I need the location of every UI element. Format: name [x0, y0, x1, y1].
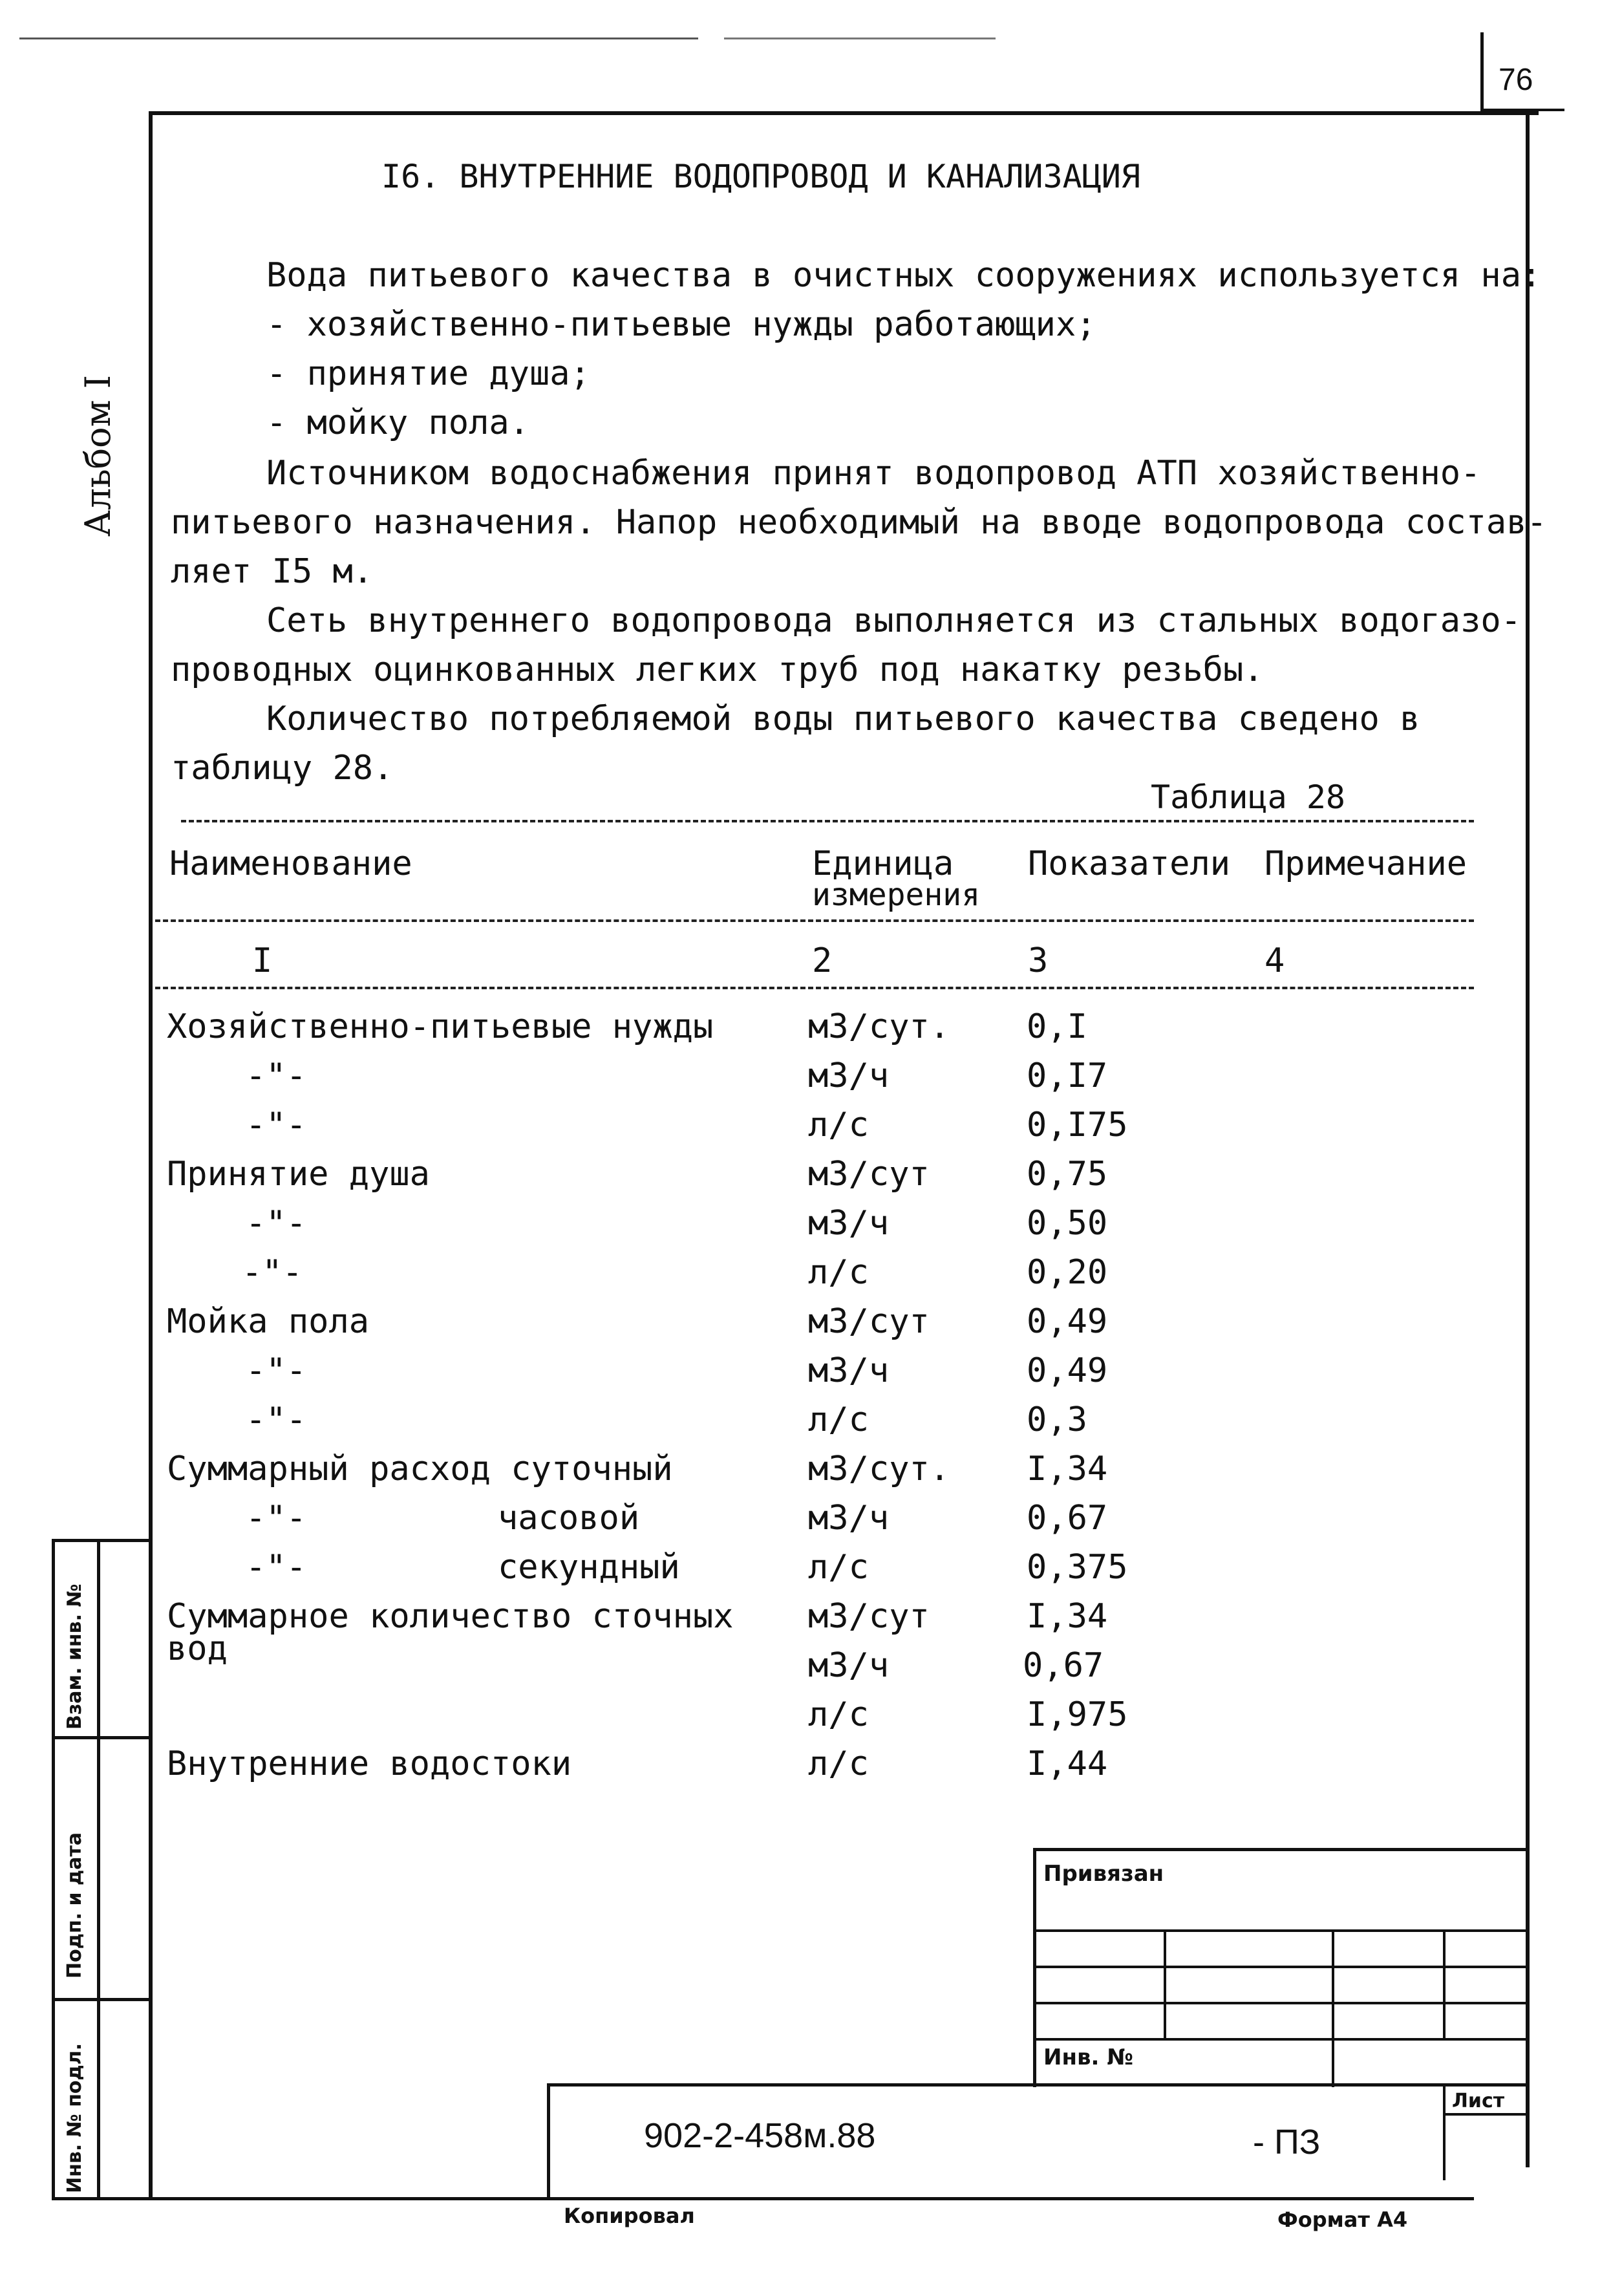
top-margin-line: [19, 38, 698, 39]
table-row-value: 0,20: [1027, 1253, 1108, 1292]
page-number-divider: [1480, 32, 1484, 113]
table-row-value: I,34: [1027, 1450, 1108, 1488]
table-row-unit: л/с: [808, 1548, 869, 1587]
column-number-1: I: [252, 941, 273, 980]
column-number-4: 4: [1264, 941, 1285, 980]
header-note: Примечание: [1264, 844, 1467, 883]
table-caption: Таблица 28: [1151, 778, 1346, 816]
table-row-unit: м3/сут: [808, 1597, 930, 1636]
titleblock-privyazan: Привязан: [1043, 1861, 1164, 1887]
table-top-rule: [181, 820, 1474, 822]
table-row-value: 0,50: [1027, 1204, 1108, 1243]
table-row-value: 0,I: [1027, 1007, 1087, 1046]
body-line-4: - мойку пола.: [266, 403, 529, 442]
titleblock-doc-code: 902-2-458м.88: [644, 2116, 876, 2155]
titleblock-col-3: [1443, 1929, 1446, 2038]
table-row-unit: м3/ч: [808, 1646, 890, 1685]
titleblock-top: [1033, 1848, 1530, 1851]
table-row-name: Хозяйственно-питьевые нужды: [167, 1007, 714, 1046]
table-row-value: I,34: [1027, 1597, 1108, 1636]
titleblock-list-left: [1443, 2083, 1446, 2180]
column-number-3: 3: [1028, 941, 1049, 980]
header-bottom-rule: [155, 919, 1474, 922]
table-row-name: Мойка пола: [167, 1302, 370, 1341]
table-row-subname: секундный: [498, 1548, 680, 1587]
side-stamp-div-1: [52, 1736, 149, 1739]
table-row-unit: л/с: [808, 1400, 869, 1439]
top-margin-line-2: [724, 38, 996, 39]
table-row-value: 0,67: [1023, 1646, 1104, 1685]
table-row-name: -"-: [246, 1351, 306, 1390]
table-row-value: 0,375: [1027, 1548, 1128, 1587]
frame-top: [149, 111, 1539, 115]
table-row-name: -"-: [246, 1548, 306, 1587]
body-line-11: таблицу 28.: [171, 749, 394, 788]
footer-copied: Копировал: [564, 2204, 695, 2228]
table-row-value: I,975: [1027, 1695, 1128, 1734]
table-row-name: -"-: [246, 1204, 306, 1243]
table-row-value: 0,I7: [1027, 1057, 1108, 1095]
header-unit-1: Единица: [812, 844, 954, 883]
numbers-bottom-rule: [155, 987, 1474, 989]
table-row-name: -"-: [246, 1400, 306, 1439]
titleblock-row-1: [1033, 1929, 1530, 1932]
table-row-unit: л/с: [808, 1106, 869, 1144]
column-number-2: 2: [812, 941, 833, 980]
table-row-value: 0,49: [1027, 1351, 1108, 1390]
side-stamp-vzam-inv: Взам. инв. №: [63, 1583, 86, 1730]
table-row-name: Суммарный расход суточный: [167, 1450, 673, 1488]
side-stamp-border-left: [52, 1539, 55, 2200]
table-row-name: Внутренние водостоки: [167, 1744, 572, 1783]
header-name: Наименование: [169, 844, 412, 883]
page-number: 76: [1499, 63, 1533, 97]
titleblock-main-top: [547, 2083, 1530, 2087]
titleblock-main-left: [547, 2083, 550, 2200]
body-line-10: Количество потребляемой воды питьевого качества сведено в: [266, 700, 1420, 738]
titleblock-inv-no: Инв. №: [1043, 2044, 1134, 2070]
table-row-name: вод: [167, 1629, 228, 1668]
body-line-6: питьевого назначения. Напор необходимый на вводе водопровода состав-: [171, 503, 1547, 542]
table-row-value: 0,49: [1027, 1302, 1108, 1341]
titleblock-doc-suffix: - ПЗ: [1253, 2123, 1321, 2162]
table-row-name: -"-: [246, 1499, 306, 1538]
body-line-7: ляет I5 м.: [171, 552, 374, 591]
side-stamp-inv-podl: Инв. № подл.: [63, 2043, 86, 2193]
table-row-unit: л/с: [808, 1744, 869, 1783]
table-row-unit: м3/ч: [808, 1057, 890, 1095]
table-row-unit: л/с: [808, 1695, 869, 1734]
titleblock-row-3: [1033, 2002, 1530, 2004]
body-line-3: - принятие душа;: [266, 354, 590, 393]
table-row-unit: м3/ч: [808, 1499, 890, 1538]
header-value: Показатели: [1028, 844, 1231, 883]
footer-format: Формат А4: [1277, 2207, 1408, 2232]
table-row-name: Суммарное количество сточных: [167, 1597, 734, 1636]
table-row-name: -"-: [246, 1106, 306, 1144]
table-row-value: 0,3: [1027, 1400, 1087, 1439]
table-row-unit: л/с: [808, 1253, 869, 1292]
body-line-8: Сеть внутреннего водопровода выполняется из стальных водогазо-: [266, 601, 1522, 640]
table-row-value: I,44: [1027, 1744, 1108, 1783]
table-row-value: 0,67: [1027, 1499, 1108, 1538]
titleblock-row-2: [1033, 1966, 1530, 1968]
frame-bottom: [52, 2197, 1474, 2200]
body-line-9: проводных оцинкованных легких труб под накатку резьбы.: [171, 650, 1264, 689]
side-stamp-top: [52, 1539, 149, 1542]
table-row-unit: м3/сут.: [808, 1007, 950, 1046]
titleblock-row-4: [1033, 2038, 1530, 2041]
titleblock-col-2: [1332, 1929, 1334, 2087]
table-row-value: 0,I75: [1027, 1106, 1128, 1144]
table-row-unit: м3/сут: [808, 1155, 930, 1194]
body-line-2: - хозяйственно-питьевые нужды работающих;: [266, 305, 1096, 344]
frame-right: [1526, 111, 1530, 2167]
titleblock-list: Лист: [1452, 2090, 1505, 2112]
table-row-unit: м3/ч: [808, 1204, 890, 1243]
album-label-text: Альбом I: [78, 374, 118, 537]
titleblock-col-1: [1164, 1929, 1166, 2038]
table-row-value: 0,75: [1027, 1155, 1108, 1194]
section-heading: I6. ВНУТРЕННИЕ ВОДОПРОВОД И КАНАЛИЗАЦИЯ: [381, 158, 1140, 195]
header-unit-2: измерения: [812, 877, 981, 913]
body-line-1: Вода питьевого качества в очистных сооружениях используется на:: [266, 256, 1542, 295]
table-row-name: Принятие душа: [167, 1155, 430, 1194]
titleblock-list-under: [1443, 2113, 1530, 2116]
table-row-unit: м3/ч: [808, 1351, 890, 1390]
side-stamp-div-2: [52, 1998, 149, 2001]
album-label: [78, 375, 118, 537]
body-line-5: Источником водоснабжения принят водопровод АТП хозяйственно-: [266, 454, 1481, 493]
table-row-name: -"-: [246, 1057, 306, 1095]
frame-left: [149, 111, 153, 2200]
table-row-subname: часовой: [498, 1499, 640, 1538]
side-stamp-border-mid: [97, 1539, 100, 2200]
side-stamp-podp-data: Подп. и дата: [63, 1832, 86, 1979]
table-row-name: -"-: [242, 1253, 303, 1292]
table-row-unit: м3/сут.: [808, 1450, 950, 1488]
table-row-unit: м3/сут: [808, 1302, 930, 1341]
